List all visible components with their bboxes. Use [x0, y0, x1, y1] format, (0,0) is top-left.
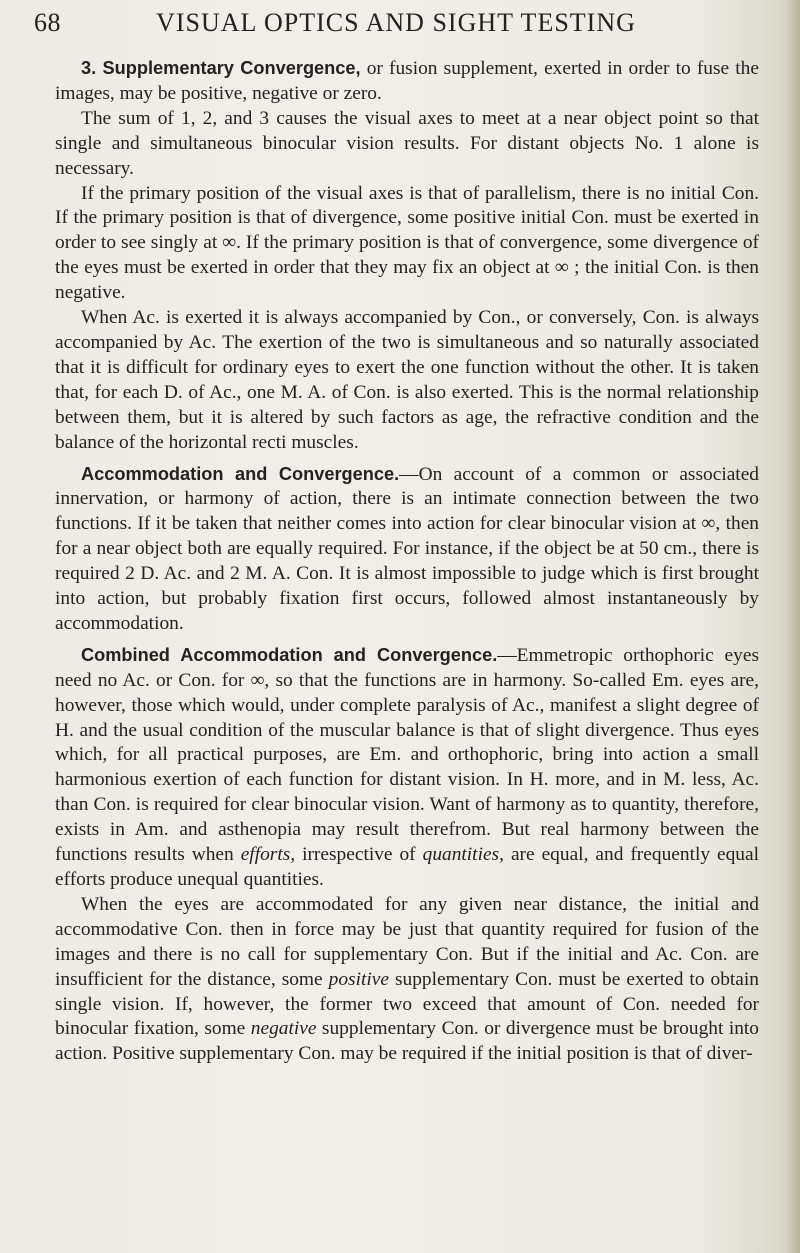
paragraph-text: irrespective of: [295, 844, 423, 866]
paragraph-ac-con-relationship: [55, 306, 759, 455]
running-title: VISUAL OPTICS AND SIGHT TESTING: [156, 8, 636, 37]
paragraph-near-distance: [55, 893, 759, 1067]
paragraph-text: When the eyes are accommodated for any given near distance, the initial and accommodative Con. then in force may be just that quantity required for fusion of the images and there is no call for supplementary Con. But if the initial and Ac. Con. are insufficient for the distance, some: [55, 893, 759, 990]
italic-term: efforts,: [240, 844, 296, 866]
paragraph-text: —Emmetropic orthophoric eyes need no Ac. or Con. for ∞, so that the functions are in harmony. So-called Em. eyes are, however, those which would, under complete paralysis of Ac., manifest a slight degree of H. and the usual condition of the muscular balance is that of slight divergence. Thus eyes which, for all practical purposes, are Em. and orthophoric, bring into action a small harmonious exertion of each function for distant vision. In H. more, and in M. less, Ac. than Con. is required for clear binocular vision. Want of harmony as to quantity, therefore, exists in Am. and asthenopia may result therefrom. But real harmony between the functions results when: [55, 644, 759, 866]
paragraph-combined-accommodation: [55, 643, 759, 893]
italic-term: positive: [328, 968, 389, 990]
page-body: [55, 56, 759, 1067]
section-heading: Accommodation and Convergence.: [81, 463, 400, 484]
paragraph-text: or fusion supplement, exerted in order to fuse the images, may be positive, negative or zero.: [55, 58, 759, 104]
page-header: [34, 8, 758, 46]
section-heading: Combined Accommodation and Convergence.: [81, 644, 498, 665]
italic-term: quantities,: [422, 844, 504, 866]
page-number: 68: [34, 8, 61, 37]
section-heading: 3. Supplementary Convergence,: [81, 58, 361, 78]
paragraph-text: are equal, and frequently equal efforts produce unequal quantities.: [55, 844, 759, 890]
paragraph-primary-position: [55, 182, 759, 307]
paragraph-text: supplementary Con. must be exerted to obtain single vision. If, however, the former two exceed that amount of Con. needed for binocular fixation, some: [55, 968, 759, 1040]
paragraph-accommodation-and-convergence: [55, 462, 759, 637]
paragraph-sum-of-components: [55, 107, 759, 182]
paragraph-text: The sum of 1, 2, and 3 causes the visual axes to meet at a near object point so that single and simultaneous binocular vision results. For distant objects No. 1 alone is necessary.: [55, 107, 759, 179]
paragraph-text: —On account of a common or associated innervation, or harmony of action, there is an intimate connection between the two functions. If it be taken that neither comes into action for clear binocular vision at ∞, then for a near object both are equally required. For instance, if the object be at 50 cm., there is required 2 D. Ac. and 2 M. A. Con. It is almost impossible to judge which is first brought into action, but probably fixation first occurs, followed almost instantaneously by accommodation.: [55, 463, 759, 634]
paragraph-text: If the primary position of the visual axes is that of parallelism, there is no initial Con. If the primary position is that of divergence, some positive initial Con. must be exerted in order to see singly at ∞. If the primary position is that of convergence, some divergence of the eyes must be exerted in order that they may fix an object at ∞ ; the initial Con. is then negative.: [55, 182, 759, 304]
paragraph-text: supplementary Con. or divergence must be brought into action. Positive supplementary Con. may be required if the initial position is that of diver-: [55, 1018, 759, 1065]
italic-term: negative: [250, 1018, 317, 1040]
paragraph-text: When Ac. is exerted it is always accompanied by Con., or conversely, Con. is always accompanied by Ac. The exertion of the two is simultaneous and so naturally associated that it is difficult for ordinary eyes to exert the one function without the other. It is taken that, for each D. of Ac., one M. A. of Con. is also exerted. This is the normal relationship between them, but it is altered by such factors as age, the refractive condition and the balance of the horizontal recti muscles.: [55, 307, 759, 453]
page-edge-shadow: [786, 0, 800, 1253]
paragraph-supplementary-convergence: [55, 56, 759, 107]
